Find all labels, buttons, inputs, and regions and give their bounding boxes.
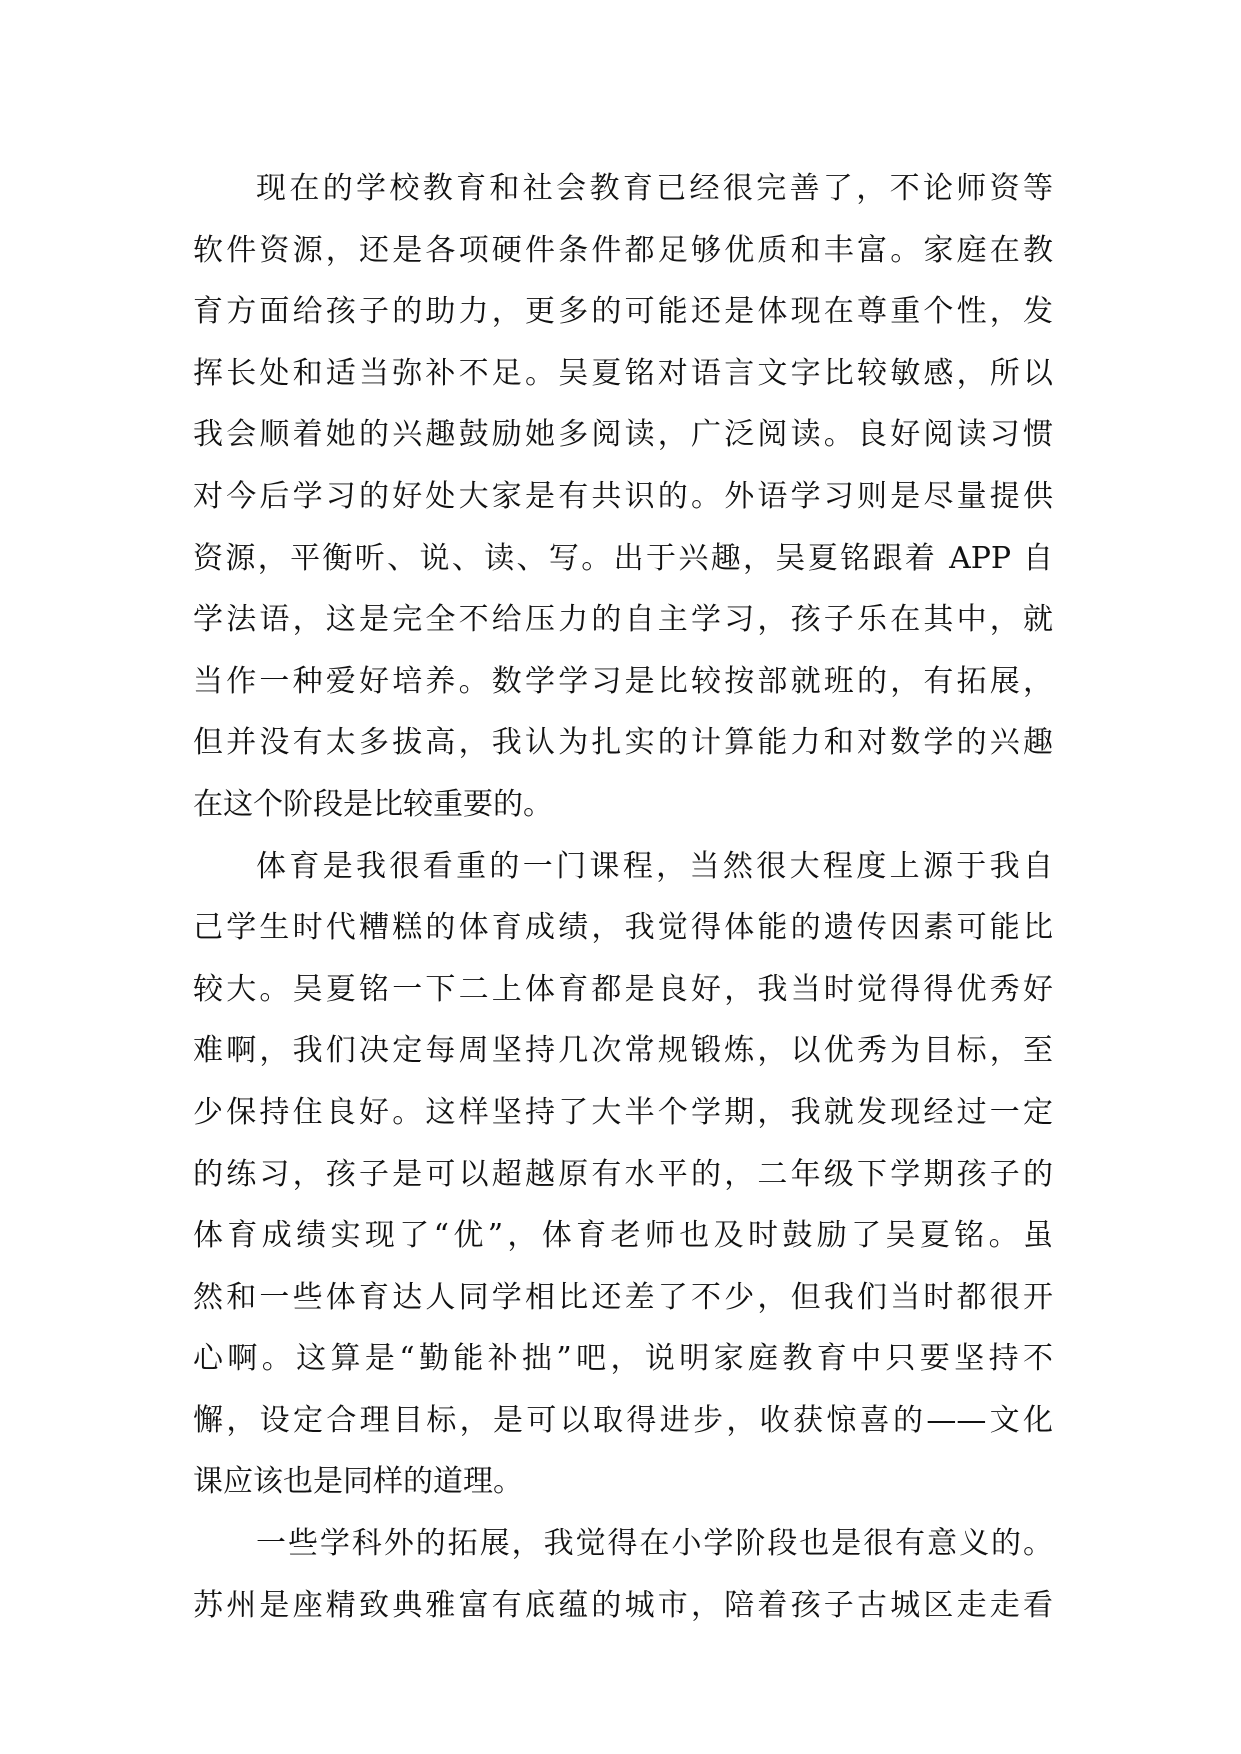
paragraph-3-line-1: 一些学科外的拓展，我觉得在小学阶段也是很有意义的。 [256,1526,1053,1562]
paragraph-1-line-6: 对今后学习的好处大家是有共识的。外语学习则是尽量提供 [193,478,1053,514]
paragraph-2-line-10: 懈，设定合理目标，是可以取得进步，收获惊喜的——文化 [193,1402,1053,1438]
paragraph-1-line-3: 育方面给孩子的助力，更多的可能还是体现在尊重个性，发 [193,294,1053,330]
paragraph-1-line-7: 资源，平衡听、说、读、写。出于兴趣，吴夏铭跟着 APP 自 [193,540,1053,576]
paragraph-2-line-2: 己学生时代糟糕的体育成绩，我觉得体能的遗传因素可能比 [193,910,1053,946]
paragraph-2-line-1: 体育是我很看重的一门课程，当然很大程度上源于我自 [256,848,1053,884]
paragraph-1-line-5: 我会顺着她的兴趣鼓励她多阅读，广泛阅读。良好阅读习惯 [193,417,1053,453]
paragraph-2-line-8: 然和一些体育达人同学相比还差了不少，但我们当时都很开 [193,1279,1053,1315]
paragraph-2-line-4: 难啊，我们决定每周坚持几次常规锻炼，以优秀为目标，至 [193,1033,1053,1069]
paragraph-2-line-9: 心啊。这算是“勤能补拙”吧，说明家庭教育中只要坚持不 [193,1341,1053,1377]
paragraph-1-line-8: 学法语，这是完全不给压力的自主学习，孩子乐在其中，就 [193,602,1053,638]
paragraph-2-line-11: 课应该也是同样的道理。 [193,1464,523,1500]
paragraph-2-line-6: 的练习，孩子是可以超越原有水平的，二年级下学期孩子的 [193,1156,1053,1192]
paragraph-1-line-11: 在这个阶段是比较重要的。 [193,786,553,822]
paragraph-2-line-7: 体育成绩实现了“优”，体育老师也及时鼓励了吴夏铭。虽 [193,1218,1053,1254]
paragraph-3-line-2: 苏州是座精致典雅富有底蕴的城市，陪着孩子古城区走走看 [193,1587,1053,1623]
paragraph-1-line-1: 现在的学校教育和社会教育已经很完善了，不论师资等 [256,171,1053,206]
body-text [193,158,1053,1636]
paragraph-1-line-4: 挥长处和适当弥补不足。吴夏铭对语言文字比较敏感，所以 [193,355,1053,391]
paragraph-1-line-9: 当作一种爱好培养。数学学习是比较按部就班的，有拓展， [193,663,1053,699]
paragraph-2-line-5: 少保持住良好。这样坚持了大半个学期，我就发现经过一定 [193,1094,1053,1130]
paragraph-1-line-10: 但并没有太多拔高，我认为扎实的计算能力和对数学的兴趣 [193,725,1053,761]
paragraph-2-line-3: 较大。吴夏铭一下二上体育都是良好，我当时觉得得优秀好 [193,971,1053,1007]
paragraph-1-line-2: 软件资源，还是各项硬件条件都足够优质和丰富。家庭在教 [193,232,1053,268]
